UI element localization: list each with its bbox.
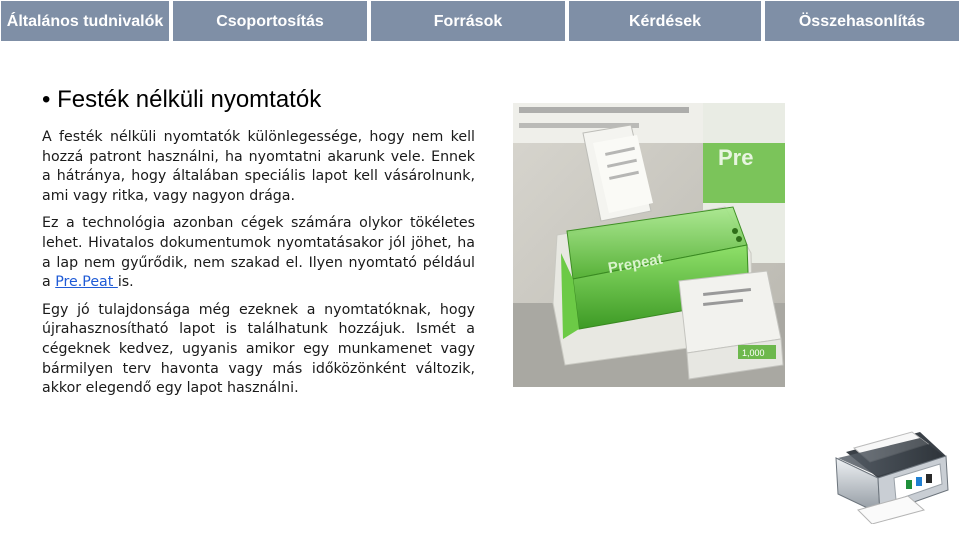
prepeat-link[interactable]: Pre.Peat [55, 274, 118, 291]
top-navigation [0, 0, 960, 44]
slide-body [42, 128, 475, 407]
paragraph-3: Egy jó tulajdonsága még ezeknek a nyomtatóknak, hogy újrahasznosítható lapot is találhatunk hozzájuk. Ismét a cégeknek kedvez, ugyanis amikor egy munkamenet vagy bármilyen terv havonta vagy más időközönként változik, akkor elegendő egy lapot használni. [42, 301, 475, 397]
tab-comparison[interactable]: Összehasonlítás [764, 0, 960, 42]
tab-sources[interactable]: Források [370, 0, 566, 42]
tab-general-info[interactable]: Általános tudnivalók [0, 0, 170, 42]
printer-brand-text: Prepeat [606, 250, 664, 277]
box-label: 1,000 [742, 348, 765, 358]
prepeat-printer-photo [513, 103, 785, 387]
paragraph-2-text: Ez a technológia azonban cégek számára olykor tökéletes lehet. Hivatalos dokumentumok nyomtatásakor jól jöhet, ha a lap nem gyűrődik, nem szakad el. Ilyen nyomtató például a [42, 215, 475, 291]
paragraph-2 [42, 214, 475, 292]
slide-title: • Festék nélküli nyomtatók [42, 86, 322, 113]
paragraph-2-end: is. [117, 274, 134, 291]
sign-text: Pre [718, 145, 754, 170]
paragraph-1: A festék nélküli nyomtatók különlegessége, hogy nem kell hozzá patront használni, ha nyomtatni akarunk vele. Ennek a hátránya, hogy általában speciális lapot kell vásárolnunk, ami vagy ritka, vagy nagyon drága. [42, 129, 475, 204]
printer-icon [828, 414, 952, 524]
tab-questions[interactable]: Kérdések [568, 0, 762, 42]
tab-grouping[interactable]: Csoportosítás [172, 0, 368, 42]
